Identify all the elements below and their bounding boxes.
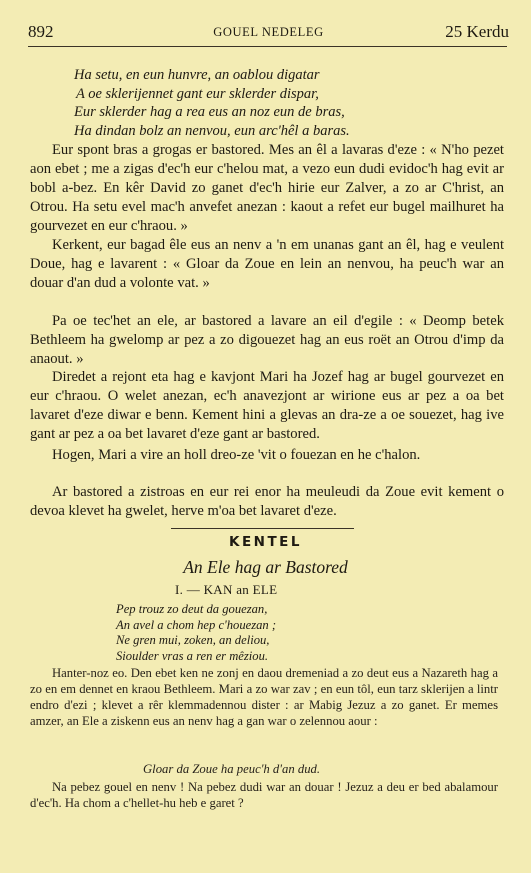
section-divider xyxy=(171,528,354,529)
running-date: 25 Kerdu xyxy=(445,22,509,41)
paragraph: Hogen, Mari a vire an holl dreo-ze 'vit o fouezan en he c'halon. xyxy=(52,447,421,463)
paragraph: Pa oe tec'het an ele, ar bastored a lavare an eil d'egile : « Deomp betek Bethleem ha gwelomp ar pez a zo digouezet hag an eus roët an Otrou d'imp da anaout. » xyxy=(30,313,504,367)
hymn-verse xyxy=(116,602,276,664)
verse-line: Ha setu, en eun hunvre, an oablou digatar xyxy=(74,67,320,83)
verse-line: A oe sklerijennet gant eur sklerder dispar, xyxy=(76,85,319,102)
opening-verse xyxy=(74,66,350,140)
paragraph: Kerkent, eur bagad êle eus an nenv a 'n em unanas gant an êl, hag e veulent Doue, hag e lavarent : « Gloar da Zoue en lein an nenvou, ha peuc'h war an douar d'an dud a volonte vat. » xyxy=(30,237,504,291)
page-number: 892 xyxy=(28,22,54,41)
verse-line: Eur sklerder hag a rea eus an noz eun de bras, xyxy=(74,104,345,120)
poem-line: An avel a chom hep c'houezan ; xyxy=(116,617,277,632)
lesson-heading: KENTEL xyxy=(228,534,302,550)
paragraph: Diredet a rejont eta hag e kavjont Mari ha Jozef hag ar bugel gourvezet en eur c'hraou. O welet anezan, ec'h anavezjont ar wirione eus ar pez a oa bet lavaret d'eze diwar e benn. Kement hini a glevas an dra-ze a oe souezet, hag ive gant ar pez a oa bet lavaret d'eze gant ar bastored. xyxy=(30,369,504,442)
header-rule xyxy=(28,46,507,47)
lesson-subtitle: An Ele hag ar Bastored xyxy=(183,557,348,577)
paragraph: Ar bastored a zistroas en eur rei enor ha meuleudi da Zoue evit kement o devoa klevet ha gwelet, herve m'oa bet lavaret d'eze. xyxy=(30,484,504,519)
verse-line: Ha dindan bolz an nenvou, eun arc'hêl a baras. xyxy=(74,122,350,139)
poem-line: Pep trouz zo deut da gouezan, xyxy=(116,602,268,616)
running-title: GOUEL NEDELEG xyxy=(213,25,324,39)
poem-line: Sioulder vras a ren er mêziou. xyxy=(116,648,269,663)
section-heading: I. — KAN an ELE xyxy=(175,582,278,597)
commentary-paragraph: Hanter-noz eo. Den ebet ken ne zonj en daou dremeniad a zo deut eus a Nazareth hag a zo en em dennet en kraou Bethleem. Mari a zo war zav ; en eun tôl, eun tarz sklerijen a lintr endro d'ezi ; klevet a rêr klemmadennou dister : ar Mabig Jezuz a zo ganet. Er memes amzer, an Ele a ziskenn eus an nenv hag a gan war o zelennou aour : xyxy=(30,666,498,728)
commentary-paragraph: Na pebez gouel en nenv ! Na pebez dudi war an douar ! Jezuz a deu er bed abalamour d'ec'h. Ha chom a c'hellet-hu heb e garet ? xyxy=(30,780,498,810)
refrain-quote: Gloar da Zoue ha peuc'h d'an dud. xyxy=(143,762,321,776)
page-header xyxy=(28,22,509,44)
poem-line: Ne gren mui, zoken, an deliou, xyxy=(116,633,270,648)
paragraph: Eur spont bras a grogas er bastored. Mes an êl a lavaras d'eze : « N'ho pezet aon ebet ; me a zigas d'ec'h eur c'helou mat, a vezo eun dudi evidoc'h hag evit ar bobl a-bez. En kêr David zo ganet d'ec'h hirie eur Zalver, a zo ar C'hrist, an Otrou. Ha setu evel mac'h anvefet anezan : kaout a refet eur bugel mailhuret ha gourvezet en eur c'hraou. » xyxy=(30,142,504,234)
